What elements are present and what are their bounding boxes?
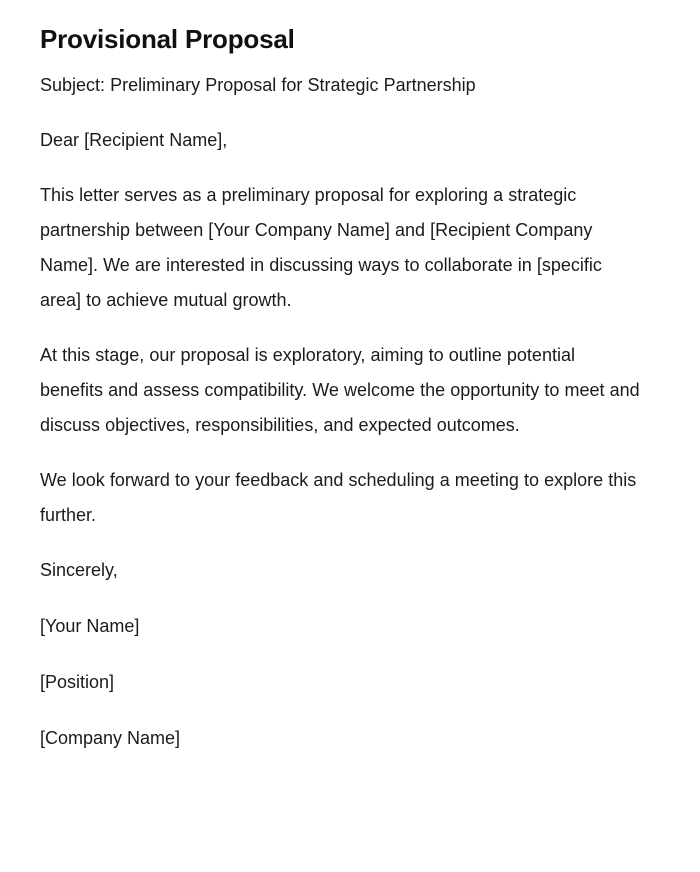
closing-salutation: Sincerely,	[40, 560, 118, 580]
document-body	[40, 68, 640, 756]
signature-company: [Company Name]	[40, 728, 181, 748]
body-paragraph-2: At this stage, our proposal is exploratory, aiming to outline potential benefits and assess compatibility. We welcome the opportunity to meet and discuss objectives, responsibilities, and expected outcomes.	[40, 345, 640, 435]
subject-line: Subject: Preliminary Proposal for Strategic Partnership	[40, 75, 476, 95]
body-paragraph-1: This letter serves as a preliminary proposal for exploring a strategic partnership between [Your Company Name] and [Recipient Company Name]. We are interested in discussing ways to collaborate in [specific area] to achieve mutual growth.	[40, 185, 602, 310]
signature-name: [Your Name]	[40, 616, 140, 636]
body-paragraph-3: We look forward to your feedback and scheduling a meeting to explore this further.	[40, 470, 637, 525]
page-title: Provisional Proposal	[40, 24, 295, 54]
salutation: Dear [Recipient Name],	[40, 130, 228, 150]
signature-position: [Position]	[40, 672, 115, 692]
